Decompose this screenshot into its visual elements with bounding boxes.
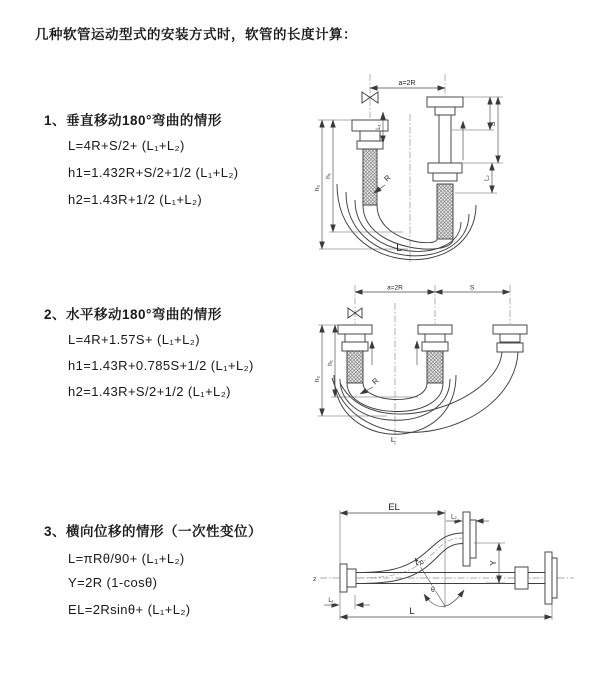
section-2-formula-2: h1=1.43R+0.785S+1/2 (L₁+L₂) [68, 358, 254, 373]
dim-label-h1: h₁ [327, 360, 334, 366]
dim-label-l1: L₁ [328, 598, 334, 604]
section-2-heading: 2、水平移动180°弯曲的情形 [44, 307, 222, 322]
diagram-horizontal-180-bend [312, 283, 590, 465]
angle-label: θ [431, 587, 435, 594]
dim-label-h2: h₂ [314, 184, 321, 192]
braid-section-left [363, 149, 377, 205]
length-label: L [390, 435, 396, 444]
braid-section-middle [427, 351, 443, 383]
dim-label-l2: L₂ [484, 175, 491, 181]
section-1-formula-1: L=4R+S/2+ (L₁+L₂) [68, 138, 185, 153]
hose-s-curve [356, 533, 463, 573]
hose-assembly [337, 92, 476, 260]
hose-u-curve [377, 205, 437, 243]
braid-section-right [437, 184, 453, 239]
page-title: 几种软管运动型式的安装方式时，软管的长度计算： [35, 27, 357, 42]
radius-label: R [370, 375, 381, 387]
section-1-formula-2: h1=1.432R+S/2+1/2 (L₁+L₂) [68, 165, 239, 180]
section-3-heading: 3、横向位移的情形（一次性变位） [44, 524, 263, 539]
dimensions [314, 285, 510, 445]
section-3-formula-3: EL=2Rsinθ+ (L₁+L₂) [68, 602, 191, 617]
dim-label-l: L [409, 606, 415, 617]
hose-assembly [340, 512, 557, 604]
dim-label-l1: L₁ [376, 124, 382, 130]
diagram-vertical-180-bend [315, 72, 585, 264]
centerline-mark: z [313, 576, 317, 583]
braid-section-left [347, 351, 363, 383]
dim-label-a2r: a=2R [398, 80, 416, 87]
length-label: L [396, 243, 402, 254]
dimensions [314, 80, 503, 254]
dim-label-y: Y [489, 560, 498, 566]
section-3-formula-1: L=πRθ/90+ (L₁+L₂) [68, 551, 185, 566]
dim-label-el: EL [388, 502, 400, 513]
section-1-heading: 1、垂直移动180°弯曲的情形 [44, 113, 222, 128]
radius-label: R [415, 559, 425, 568]
section-2-formula-3: h2=1.43R+S/2+1/2 (L₁+L₂) [68, 384, 231, 399]
dim-label-h1: h₁ [325, 173, 332, 179]
section-1-formula-3: h2=1.43R+1/2 (L₁+L₂) [68, 192, 203, 207]
radius-label: R [382, 172, 393, 184]
dim-label-s: S [490, 121, 497, 127]
dimensions [324, 502, 552, 620]
section-3-formula-2: Y=2R (1-cosθ) [68, 575, 158, 590]
center-lines [320, 538, 574, 578]
dim-label-s: S [469, 284, 475, 292]
diagram-lateral-displacement [312, 500, 590, 630]
dim-label-a2r: a=2R [387, 284, 403, 292]
section-2-formula-1: L=4R+1.57S+ (L₁+L₂) [68, 332, 200, 347]
hose-u-curve [337, 184, 476, 260]
dim-label-l2: L₂ [451, 514, 457, 521]
dim-label-h2: h₂ [314, 375, 321, 383]
hose-assembly [332, 308, 527, 434]
